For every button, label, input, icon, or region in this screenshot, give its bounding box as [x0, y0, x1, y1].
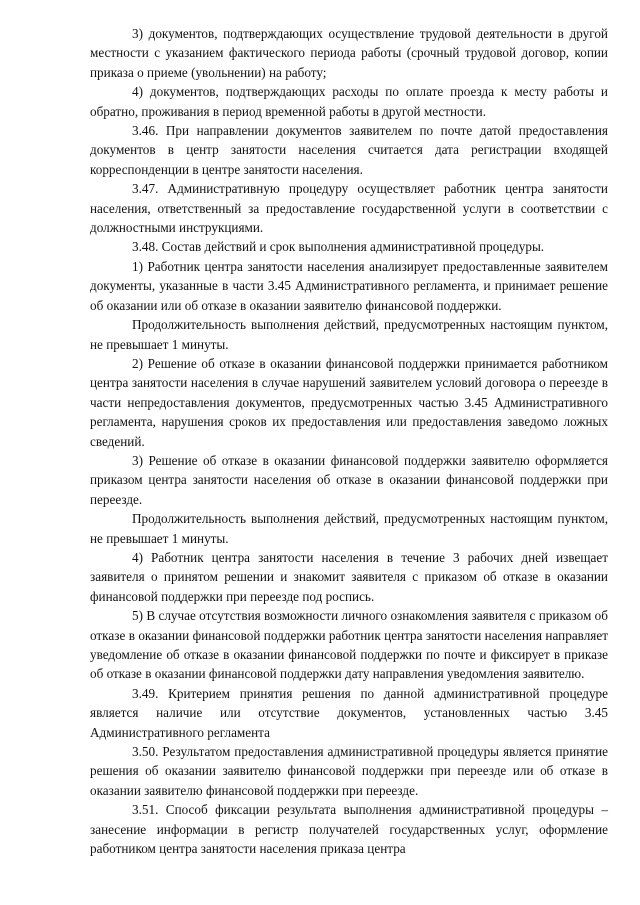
paragraph-item-4: 4) документов, подтверждающих расходы по оплате проезда к месту работы и обратно, проживания в период временной работы в другой местности.: [90, 84, 608, 119]
paragraph-3-48: 3.48. Состав действий и срок выполнения административной процедуры.: [132, 239, 545, 255]
paragraph-3-47: 3.47. Административную процедуру осуществляет работник центра занятости населения, ответственный за предоставление государственной услуги в соответствии с должностными инструкциями.: [90, 181, 608, 236]
document-page: [90, 24, 608, 858]
paragraph-duration-1: Продолжительность выполнения действий, предусмотренных настоящим пунктом, не превышает 1 минуты.: [90, 317, 608, 352]
paragraph-3-50: 3.50. Результатом предоставления административной процедуры является принятие решения об оказании заявителю финансовой поддержки при переезде или об отказе в оказании заявителю финансовой поддержки при переезде.: [90, 744, 608, 798]
paragraph-3-46: 3.46. При направлении документов заявителем по почте датой предоставления документов в центр занятости населения считается дата регистрации входящей корреспонденции в центре занятости населения.: [90, 123, 608, 177]
paragraph-3-49: 3.49. Критерием принятия решения по данной административной процедуре является наличие или отсутствие документов, установленных частью 3.45 Административного регламента: [90, 685, 608, 740]
paragraph-item-3: 3) документов, подтверждающих осуществление трудовой деятельности в другой местности с указанием фактического периода работы (срочный трудовой договор, копии приказа о приеме (увольнении) на работу;: [90, 26, 608, 80]
paragraph-duration-2: Продолжительность выполнения действий, предусмотренных настоящим пунктом, не превышает 1 минуты.: [90, 511, 608, 546]
paragraph-3-51: 3.51. Способ фиксации результата выполнения административной процедуры – занесение информации в регистр получателей государственных услуг, оформление работником центра занятости населения приказа центра: [90, 802, 608, 857]
paragraph-3-48-item-1: 1) Работник центра занятости населения анализирует предоставленные заявителем документы, указанные в части 3.45 Административного регламента, и принимает решение об оказании или об отказе в оказании заявителю финансовой поддержки.: [90, 258, 608, 313]
paragraph-3-48-item-5: 5) В случае отсутствия возможности личного ознакомления заявителя с приказом об отказе в оказании финансовой поддержки работник центра занятости населения направляет уведомление об отказе в оказании финансовой поддержки по почте и фиксирует в приказе об отказе в оказании финансовой поддержки дату направления уведомления заявителю.: [90, 608, 608, 682]
paragraph-3-48-item-4: 4) Работник центра занятости населения в течение 3 рабочих дней извещает заявителя о принятом решении и знакомит заявителя с приказом об отказе в оказании финансовой поддержки при переезде под роспись.: [90, 549, 608, 604]
paragraph-3-48-item-2: 2) Решение об отказе в оказании финансовой поддержки принимается работником центра занятости населения в случае нарушений заявителем условий договора о переезде в части непредоставления документов, предусмотренных частью 3.45 Административного регламента, нарушения сроков их предоставления или предоставления заведомо ложных сведений.: [90, 355, 608, 449]
paragraph-3-48-item-3: 3) Решение об отказе в оказании финансовой поддержки заявителю оформляется приказом центра занятости населения об отказе в оказании финансовой поддержки при переезде.: [90, 452, 608, 507]
